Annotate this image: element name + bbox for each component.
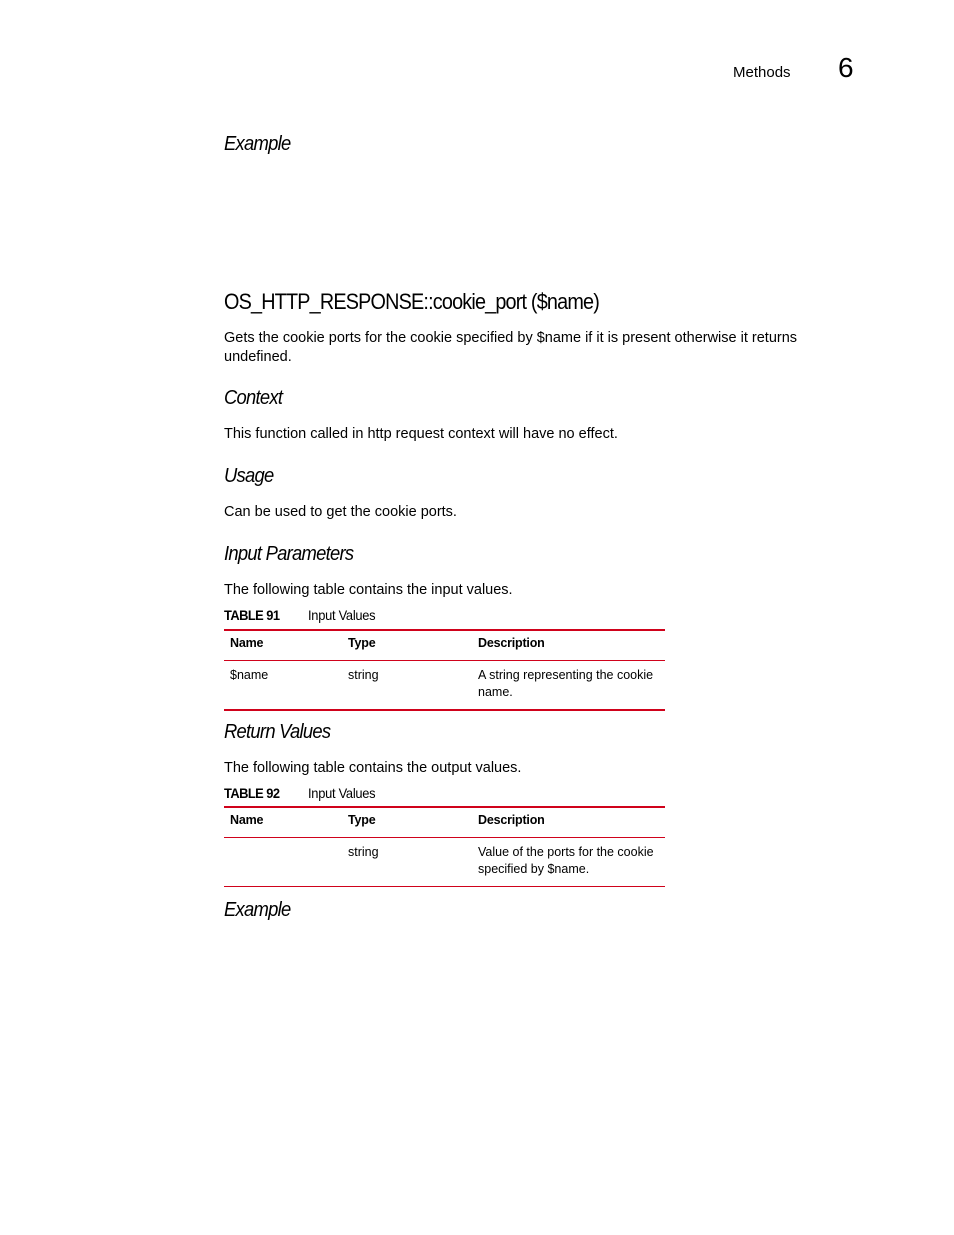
table-91-header-type: Type xyxy=(342,630,472,661)
table-92-header-name: Name xyxy=(224,807,342,838)
table-91-cell-name: $name xyxy=(224,661,342,711)
table-row xyxy=(224,838,665,887)
table-91 xyxy=(224,629,665,711)
table-92-label: TABLE 92 xyxy=(224,785,280,801)
table-91-title: Input Values xyxy=(308,607,376,623)
table-92 xyxy=(224,806,665,887)
example-heading-bottom: Example xyxy=(224,899,291,921)
running-header-section: Methods xyxy=(733,64,791,81)
table-row xyxy=(224,661,665,711)
table-91-cell-type: string xyxy=(342,661,472,711)
usage-text: Can be used to get the cookie ports. xyxy=(224,504,457,520)
method-description: Gets the cookie ports for the cookie specified by $name if it is present otherwise it returns undefined. xyxy=(224,330,798,365)
input-parameters-heading: Input Parameters xyxy=(224,543,354,565)
table-91-label: TABLE 91 xyxy=(224,607,280,623)
input-parameters-text: The following table contains the input values. xyxy=(224,582,513,598)
table-92-header-type: Type xyxy=(342,807,472,838)
example-heading-top: Example xyxy=(224,133,291,155)
table-91-header-description: Description xyxy=(472,630,665,661)
method-title: OS_HTTP_RESPONSE::cookie_port ($name) xyxy=(224,289,599,314)
table-92-cell-type: string xyxy=(342,838,472,887)
usage-heading: Usage xyxy=(224,465,274,487)
table-92-cell-description: Value of the ports for the cookie specified by $name. xyxy=(472,838,665,887)
table-92-cell-name xyxy=(224,838,342,887)
table-92-header-description: Description xyxy=(472,807,665,838)
chapter-number: 6 xyxy=(838,52,854,83)
context-text: This function called in http request context will have no effect. xyxy=(224,426,618,442)
table-91-header-name: Name xyxy=(224,630,342,661)
context-heading: Context xyxy=(224,387,283,409)
table-92-title: Input Values xyxy=(308,785,376,801)
return-values-text: The following table contains the output values. xyxy=(224,760,522,776)
table-92-caption xyxy=(224,785,381,801)
table-91-cell-description: A string representing the cookie name. xyxy=(472,661,665,711)
return-values-heading: Return Values xyxy=(224,721,331,743)
table-91-caption xyxy=(224,607,381,623)
